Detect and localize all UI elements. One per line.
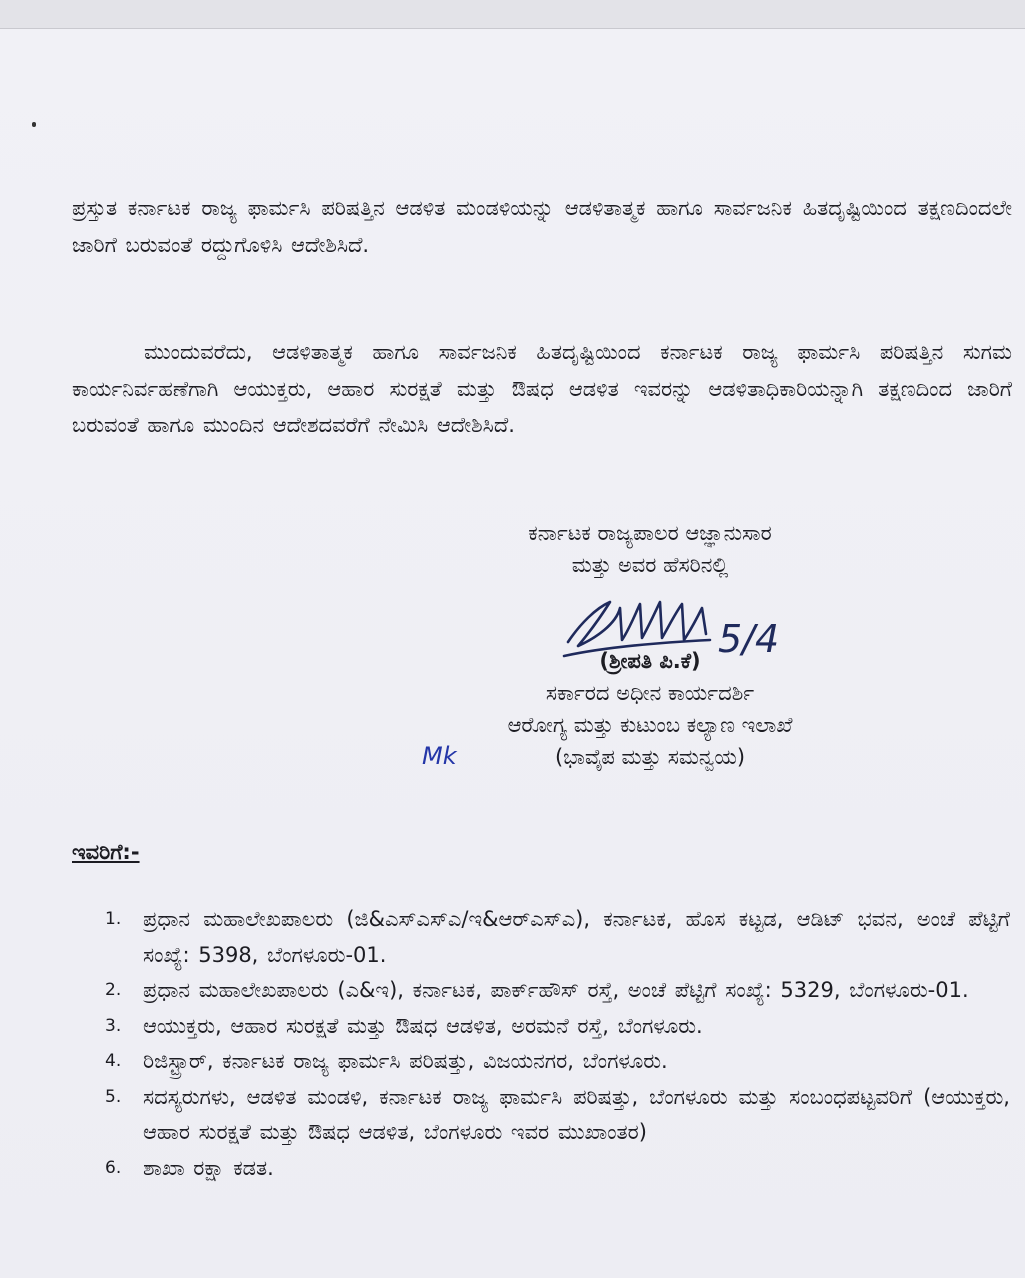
- signatory-designation: ಸರ್ಕಾರದ ಅಧೀನ ಕಾರ್ಯದರ್ಶಿ: [545, 681, 755, 705]
- list-item: [105, 1080, 1010, 1151]
- list-item-number: 2.: [105, 980, 122, 1000]
- body-paragraph-2: ಮುಂದುವರೆದು, ಆಡಳಿತಾತ್ಮಕ ಹಾಗೂ ಸಾರ್ವಜನಿಕ ಹಿತದೃಷ್ಟಿಯಿಂದ ಕರ್ನಾಟಕ ರಾಜ್ಯ ಫಾರ್ಮಸಿ ಪರಿಷತ್ತಿನ ಸುಗಮ ಕಾರ್ಯನಿರ್ವಹಣೆಗಾಗಿ ಆಯುಕ್ತರು, ಆಹಾರ ಸುರಕ್ಷತೆ ಮತ್ತು ಔಷಧ ಆಡಳಿತ ಇವರನ್ನು ಆಡಳಿತಾಧಿಕಾರಿಯನ್ನಾಗಿ ತಕ್ಷಣದಿಂದ ಜಾರಿಗೆ ಬರುವಂತೆ ಹಾಗೂ ಮುಂದಿನ ಆದೇಶದವರೆಗೆ ನೇಮಿಸಿ ಆದೇಶಿಸಿದೆ.: [72, 340, 1012, 437]
- signatory-department: ಆರೋಗ್ಯ ಮತ್ತು ಕುಟುಂಬ ಕಲ್ಯಾಣ ಇಲಾಖೆ: [507, 713, 793, 737]
- list-item-number: 1.: [105, 909, 122, 929]
- signatory-block: [400, 645, 900, 773]
- list-item-number: 5.: [105, 1086, 122, 1107]
- list-item: [105, 973, 1010, 1009]
- recipients-heading: ಇವರಿಗೆ:-: [72, 840, 140, 864]
- authority-line-1: ಕರ್ನಾಟಕ ರಾಜ್ಯಪಾಲರ ಆಜ್ಞಾನುಸಾರ: [528, 521, 772, 545]
- signatory-name: (ಶ್ರೀಪತಿ ಪಿ.ಕೆ): [599, 649, 701, 673]
- signature-date-mark: 5/4: [718, 617, 780, 661]
- recipients-list: [105, 902, 1010, 1186]
- body-paragraph-1: ಪ್ರಸ್ತುತ ಕರ್ನಾಟಕ ರಾಜ್ಯ ಫಾರ್ಮಸಿ ಪರಿಷತ್ತಿನ ಆಡಳಿತ ಮಂಡಳಿಯನ್ನು ಆಡಳಿತಾತ್ಮಕ ಹಾಗೂ ಸಾರ್ವಜನಿಕ ಹಿತದೃಷ್ಟಿಯಿಂದ ತಕ್ಷಣದಿಂದಲೇ ಜಾರಿಗೆ ಬರುವಂತೆ ರದ್ದುಗೊಳಿಸಿ ಆದೇಶಿಸಿದೆ.: [72, 196, 1012, 257]
- list-item-text: ಸದಸ್ಯರುಗಳು, ಆಡಳಿತ ಮಂಡಳಿ, ಕರ್ನಾಟಕ ರಾಜ್ಯ ಫಾರ್ಮಸಿ ಪರಿಷತ್ತು, ಬೆಂಗಳೂರು ಮತ್ತು ಸಂಬಂಧಪಟ್ಟವರಿಗೆ (ಆಯುಕ್ತರು, ಆಹಾರ ಸುರಕ್ಷತೆ ಮತ್ತು ಔಷಧ ಆಡಳಿತ, ಬೆಂಗಳೂರು ಇವರ ಮುಖಾಂತರ): [143, 1084, 1010, 1144]
- list-item-number: 3.: [105, 1015, 122, 1036]
- list-item-text: ಶಾಖಾ ರಕ್ಷಾ ಕಡತ.: [143, 1155, 274, 1180]
- authority-block: [400, 517, 900, 581]
- list-item: [105, 1151, 1010, 1187]
- list-item: [105, 1044, 1010, 1080]
- signatory-section: (ಭಾವೈಪ ಮತ್ತು ಸಮನ್ವಯ): [554, 745, 746, 769]
- list-item-text: ರಿಜಿಸ್ಟ್ರಾರ್, ಕರ್ನಾಟಕ ರಾಜ್ಯ ಫಾರ್ಮಸಿ ಪರಿಷತ್ತು, ವಿಜಯನಗರ, ಬೆಂಗಳೂರು.: [143, 1049, 668, 1073]
- list-item-number: 4.: [105, 1051, 122, 1071]
- list-item-number: 6.: [105, 1157, 122, 1178]
- handwritten-initials: [420, 738, 460, 772]
- scan-speck: [32, 122, 36, 127]
- list-item: [105, 1009, 1010, 1045]
- svg-text:Mk: Mk: [422, 742, 457, 770]
- list-item-text: ಆಯುಕ್ತರು, ಆಹಾರ ಸುರಕ್ಷತೆ ಮತ್ತು ಔಷಧ ಆಡಳಿತ, ಅರಮನೆ ರಸ್ತೆ, ಬೆಂಗಳೂರು.: [143, 1013, 703, 1038]
- list-item-text: ಪ್ರಧಾನ ಮಹಾಲೇಖಪಾಲರು (ಎ&ಇ), ಕರ್ನಾಟಕ, ಪಾರ್ಕ್‌ಹೌಸ್ ರಸ್ತೆ, ಅಂಚೆ ಪೆಟ್ಟಿಗೆ ಸಂಖ್ಯೆ: 5329, ಬೆಂಗಳೂರು-01.: [143, 978, 969, 1002]
- list-item: [105, 902, 1010, 973]
- list-item-text: ಪ್ರಧಾನ ಮಹಾಲೇಖಪಾಲರು (ಜಿ&ಎಸ್‌ಎಸ್‌ಎ/ಇ&ಆರ್‌ಎಸ್‌ಎ), ಕರ್ನಾಟಕ, ಹೊಸ ಕಟ್ಟಡ, ಆಡಿಟ್ ಭವನ, ಅಂಚೆ ಪೆಟ್ಟಿಗೆ ಸಂಖ್ಯೆ: 5398, ಬೆಂಗಳೂರು-01.: [143, 907, 1010, 967]
- authority-line-2: ಮತ್ತು ಅವರ ಹೆಸರಿನಲ್ಲಿ: [571, 553, 729, 577]
- viewer-top-bar: [0, 0, 1025, 29]
